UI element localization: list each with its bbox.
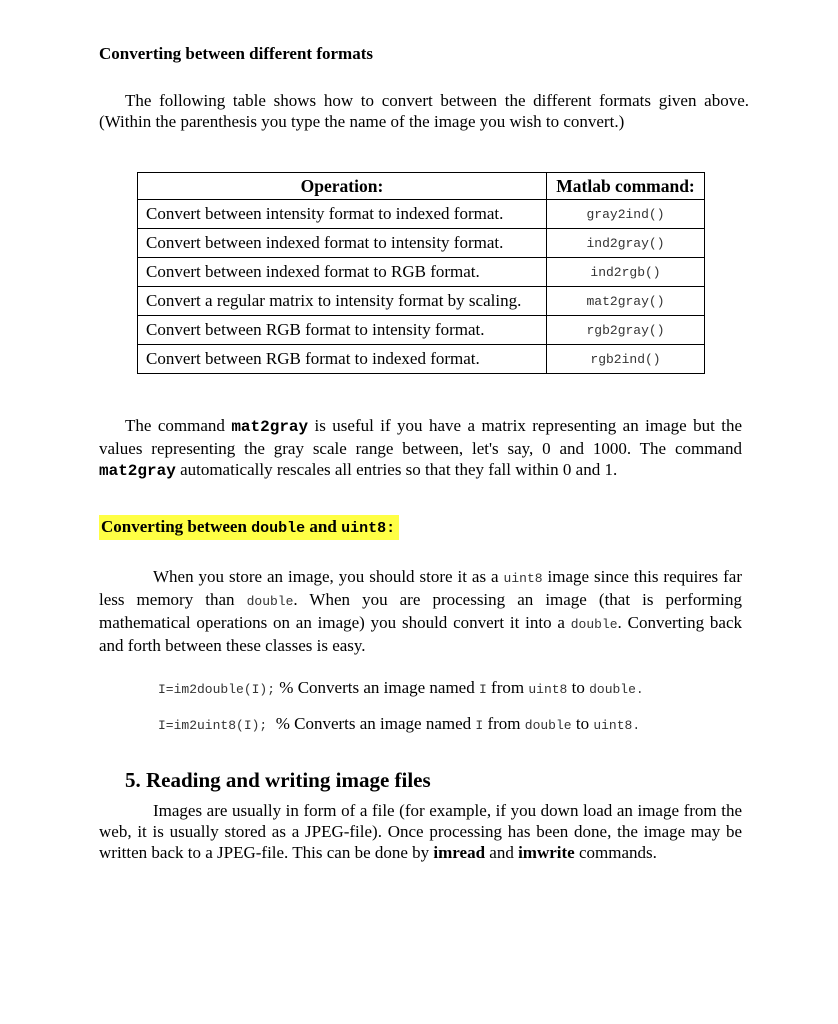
cell-operation: Convert between intensity format to indexed format. [138,200,547,229]
text-run: to [567,678,590,697]
cell-operation: Convert a regular matrix to intensity format by scaling. [138,287,547,316]
code-statement: I=im2double(I); [158,682,276,697]
inline-code: double [570,617,618,632]
inline-code: I [475,718,484,733]
inline-code: double [251,520,306,537]
text-run: Converting between [101,517,252,536]
text-run: . When you are processing an image (that is performing mathematical operations on an image) you should convert it into a [99,590,743,632]
text-run: automatically rescales all entries so that they fall within 0 and 1. [175,460,618,479]
cell-operation: Convert between indexed format to intensity format. [138,229,547,258]
text-run: from [486,678,529,697]
table-row [138,316,705,345]
text-run: and [485,843,519,862]
table-header-row [138,173,705,200]
intro-text: The following table shows how to convert between the different formats given above. (Within the parenthesis you type the name of the image you wish to convert.) [99,91,749,131]
text-run: is useful if you have a matrix representing an image but the values representing the gray scale range between, let's say, 0 and 1000. The command [99,416,742,458]
cell-operation: Convert between RGB format to intensity format. [138,316,547,345]
cell-command: gray2ind() [547,200,705,229]
header-operation: Operation: [138,173,547,200]
intro-paragraph [99,90,749,132]
inline-code: uint8 [528,682,568,697]
text-run: . [632,718,641,733]
header-command: Matlab command: [547,173,705,200]
text-run: and [305,517,342,536]
table-row [138,229,705,258]
text-run: % Converts an image named [275,678,479,697]
section-title: Converting between different formats [99,44,373,63]
section5-title: 5. Reading and writing image files [125,768,431,792]
store-paragraph [99,566,742,656]
table-row [138,287,705,316]
text-run: : [386,520,396,537]
text-run: image since this requires far less memory than [99,567,742,609]
table-row [138,200,705,229]
inline-code: mat2gray [231,418,309,436]
cell-command: rgb2gray() [547,316,705,345]
bold-term: imwrite [518,843,575,862]
cell-operation: Convert between RGB format to indexed format. [138,345,547,374]
text-run: commands. [574,843,657,862]
code-line [158,678,644,698]
cell-operation: Convert between indexed format to RGB format. [138,258,547,287]
bold-term: imread [433,843,486,862]
mat2gray-paragraph [99,415,742,482]
inline-code: uint8 [503,571,543,586]
text-run: The command [125,416,232,435]
inline-code: uint8 [593,718,633,733]
inline-code: double [589,682,636,697]
text-run: When you store an image, you should store it as a [153,567,504,586]
table-row [138,258,705,287]
cell-command: ind2gray() [547,229,705,258]
section5-paragraph [99,800,742,863]
highlighted-heading [99,515,399,540]
inline-code: I [478,682,487,697]
text-run: to [571,714,594,733]
text-run: . Converting back and forth between these classes is easy. [99,613,742,655]
table-row [138,345,705,374]
cell-command: mat2gray() [547,287,705,316]
text-run: . [635,682,644,697]
code-line [158,714,640,734]
code-statement: I=im2uint8(I); [158,718,268,733]
text-run: % Converts an image named [267,714,476,733]
inline-code: uint8 [341,520,387,537]
cell-command: ind2rgb() [547,258,705,287]
inline-code: double [246,594,294,609]
text-run: from [483,714,525,733]
inline-code: double [524,718,572,733]
cell-command: rgb2ind() [547,345,705,374]
text-run: Images are usually in form of a file (for example, if you down load an image from the web, it is usually stored as a JPEG-file). Once processing has been done, the image may be written back to a JPEG-file. This can be done by [99,801,742,862]
inline-code: mat2gray [99,462,176,480]
conversion-table [137,172,705,374]
